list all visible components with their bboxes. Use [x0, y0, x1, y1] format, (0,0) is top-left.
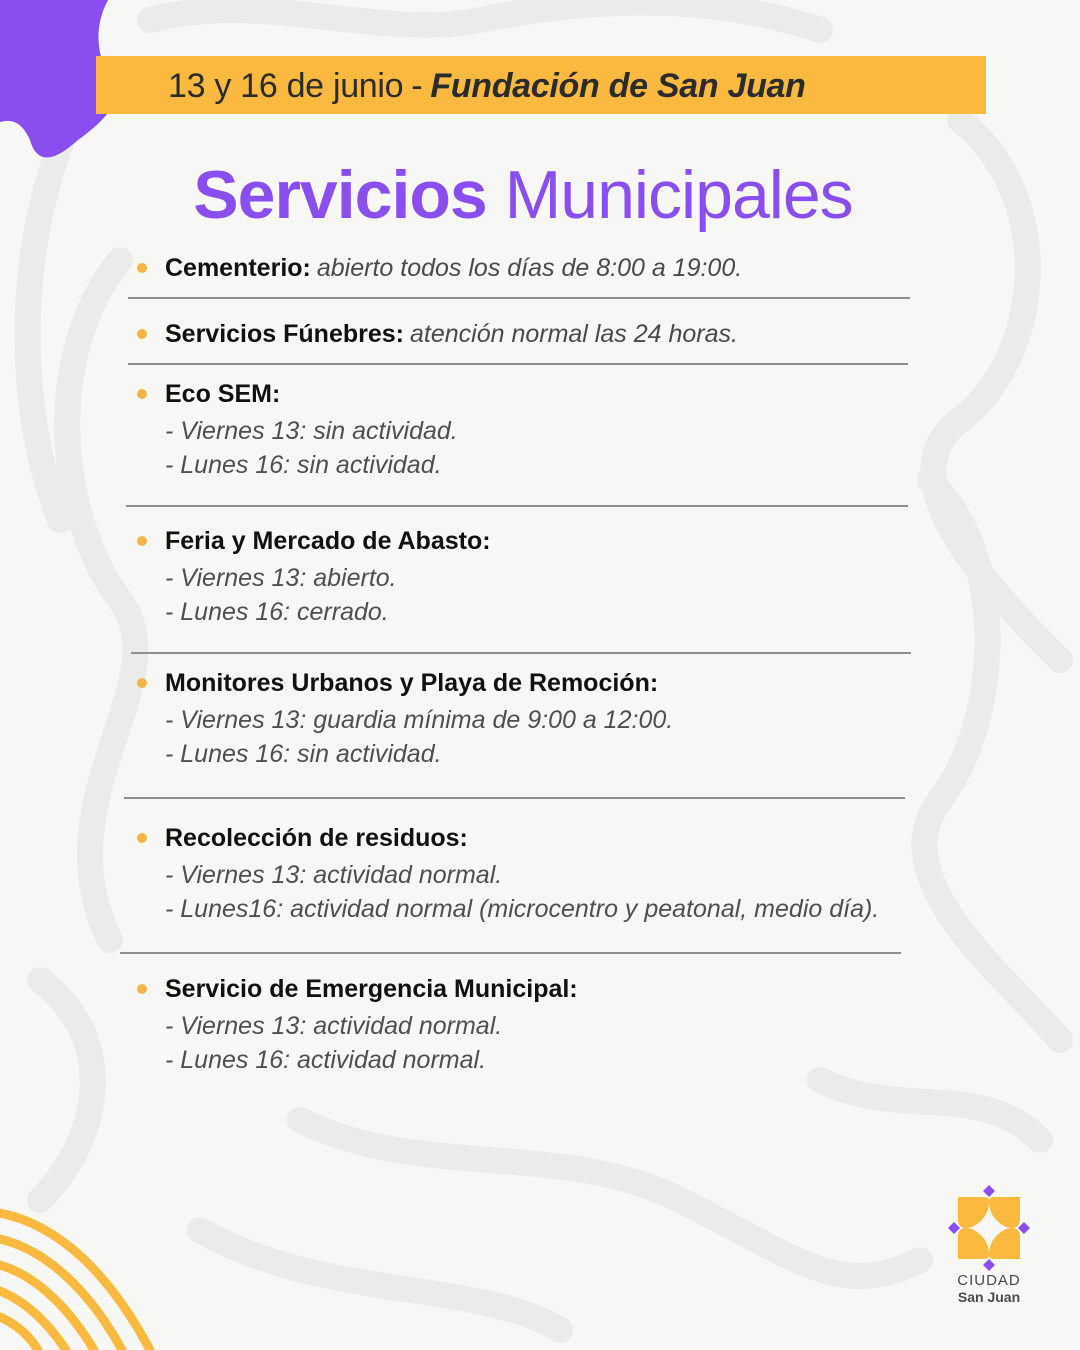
logo-line1: CIUDAD: [957, 1272, 1021, 1289]
service-item-cementerio: [137, 248, 742, 288]
service-detail: - Lunes 16: sin actividad.: [165, 451, 442, 479]
divider: [126, 505, 908, 507]
title-light: Municipales: [504, 157, 853, 233]
service-label: Servicios Fúnebres:: [165, 320, 404, 348]
bullet-icon: [137, 329, 147, 339]
divider: [124, 797, 905, 799]
banner-event: Fundación de San Juan: [430, 67, 806, 105]
service-item-feria-mercado: [137, 521, 491, 629]
service-detail: - Viernes 13: actividad normal.: [165, 1012, 503, 1040]
bullet-icon: [137, 678, 147, 688]
service-item-monitores-urbanos: [137, 663, 673, 771]
service-detail: - Viernes 13: guardia mínima de 9:00 a 12:00.: [165, 706, 674, 734]
yellow-lines-decoration: [0, 1205, 170, 1350]
service-label: Cementerio:: [165, 254, 311, 282]
divider: [128, 297, 910, 299]
service-label: Monitores Urbanos y Playa de Remoción:: [165, 669, 659, 697]
divider: [131, 652, 911, 654]
divider: [128, 363, 908, 365]
bullet-icon: [137, 984, 147, 994]
service-description: abierto todos los días de 8:00 a 19:00.: [316, 254, 743, 282]
service-item-funebres: [137, 314, 738, 354]
service-detail: - Lunes 16: cerrado.: [165, 598, 389, 626]
logo-line2: San Juan: [957, 1289, 1021, 1305]
bullet-icon: [137, 389, 147, 399]
service-detail: - Viernes 13: actividad normal.: [165, 861, 503, 889]
banner-separator: -: [411, 67, 423, 105]
service-detail: - Lunes 16: sin actividad.: [165, 740, 442, 768]
service-label: Recolección de residuos:: [165, 824, 468, 852]
bullet-icon: [137, 536, 147, 546]
service-label: Servicio de Emergencia Municipal:: [165, 975, 578, 1003]
bullet-icon: [137, 263, 147, 273]
service-detail: - Lunes 16: actividad normal.: [165, 1046, 487, 1074]
banner-text: [168, 66, 806, 106]
service-detail: - Viernes 13: abierto.: [165, 564, 397, 592]
service-item-emergencia-municipal: [137, 969, 578, 1077]
title-bold: Servicios: [193, 157, 487, 233]
divider: [120, 952, 901, 954]
service-detail: - Lunes16: actividad normal (microcentro y peatonal, medio día).: [165, 895, 880, 923]
service-item-eco-sem: [137, 374, 458, 482]
page-title: [0, 153, 1046, 237]
banner-dates: 13 y 16 de junio: [168, 67, 404, 105]
service-label: Feria y Mercado de Abasto:: [165, 527, 491, 555]
service-label: Eco SEM:: [165, 380, 281, 408]
service-description: atención normal las 24 horas.: [409, 320, 738, 348]
service-item-recoleccion-residuos: [137, 818, 879, 926]
service-detail: - Viernes 13: sin actividad.: [165, 417, 458, 445]
bullet-icon: [137, 833, 147, 843]
